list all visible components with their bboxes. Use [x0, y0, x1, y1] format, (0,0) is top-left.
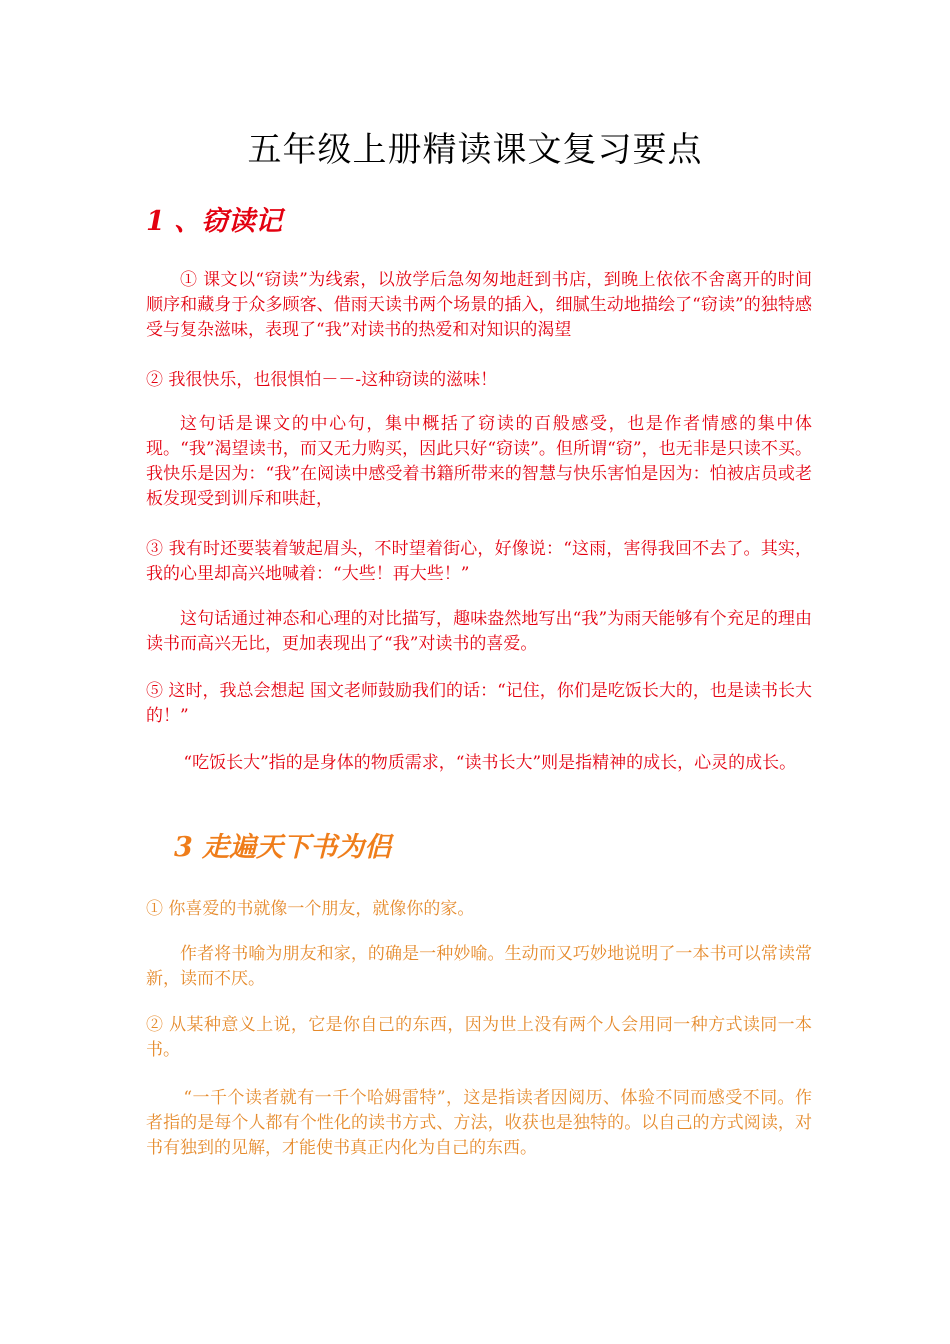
- page-title: 五年级上册精读课文复习要点: [247, 130, 703, 170]
- paragraph: ① 你喜爱的书就像一个朋友，就像你的家。: [146, 899, 475, 919]
- paragraph: ① 课文以“窃读”为线索，以放学后急匆匆地赶到书店，到晚上依依不舍离开的时间顺序和藏身于众多顾客、借雨天读书两个场景的插入，细腻生动地描绘了“窃读”的独特感受与复杂滋味，表现了“我”对读书的热爱和对知识的渴望: [146, 270, 812, 340]
- paragraph: ⑤ 这时，我总会想起 国文老师鼓励我们的话：“记住，你们是吃饭长大的，也是读书长大的！”: [146, 681, 812, 726]
- paragraph: 这句话通过神态和心理的对比描写，趣味盎然地写出“我”为雨天能够有个充足的理由读书而高兴无比，更加表现出了“我”对读书的喜爱。: [146, 609, 812, 654]
- paragraph: 作者将书喻为朋友和家，的确是一种妙喻。生动而又巧妙地说明了一本书可以常读常新，读而不厌。: [146, 944, 812, 989]
- paragraph: ② 从某种意义上说，它是你自己的东西，因为世上没有两个人会用同一种方式读同一本书。: [146, 1015, 812, 1060]
- section-heading-zoubian: 3 走遍天下书为侣: [174, 832, 392, 863]
- paragraph: ③ 我有时还要装着皱起眉头，不时望着街心，好像说：“这雨，害得我回不去了。其实，我的心里却高兴地喊着：“大些！再大些！”: [146, 539, 812, 584]
- paragraph: ② 我很快乐，也很惧怕－－-这种窃读的滋味！: [146, 370, 498, 390]
- paragraph: 这句话是课文的中心句，集中概括了窃读的百般感受，也是作者情感的集中体现。“我”渴望读书，而又无力购买，因此只好“窃读”。但所谓“窃”，也无非是只读不买。我快乐是因为：“我”在阅读中感受着书籍所带来的智慧与快乐害怕是因为：怕被店员或老板发现受到训斥和哄赶，: [146, 414, 812, 509]
- section-heading-qiedu: 1 、窃读记: [146, 206, 283, 237]
- paragraph: “吃饭长大”指的是身体的物质需求，“读书长大”则是指精神的成长，心灵的成长。: [183, 753, 797, 773]
- paragraph: “一千个读者就有一千个哈姆雷特”，这是指读者因阅历、体验不同而感受不同。作者指的是每个人都有个性化的读书方式、方法，收获也是独特的。以自己的方式阅读，对书有独到的见解，才能使书真正内化为自己的东西。: [146, 1088, 812, 1158]
